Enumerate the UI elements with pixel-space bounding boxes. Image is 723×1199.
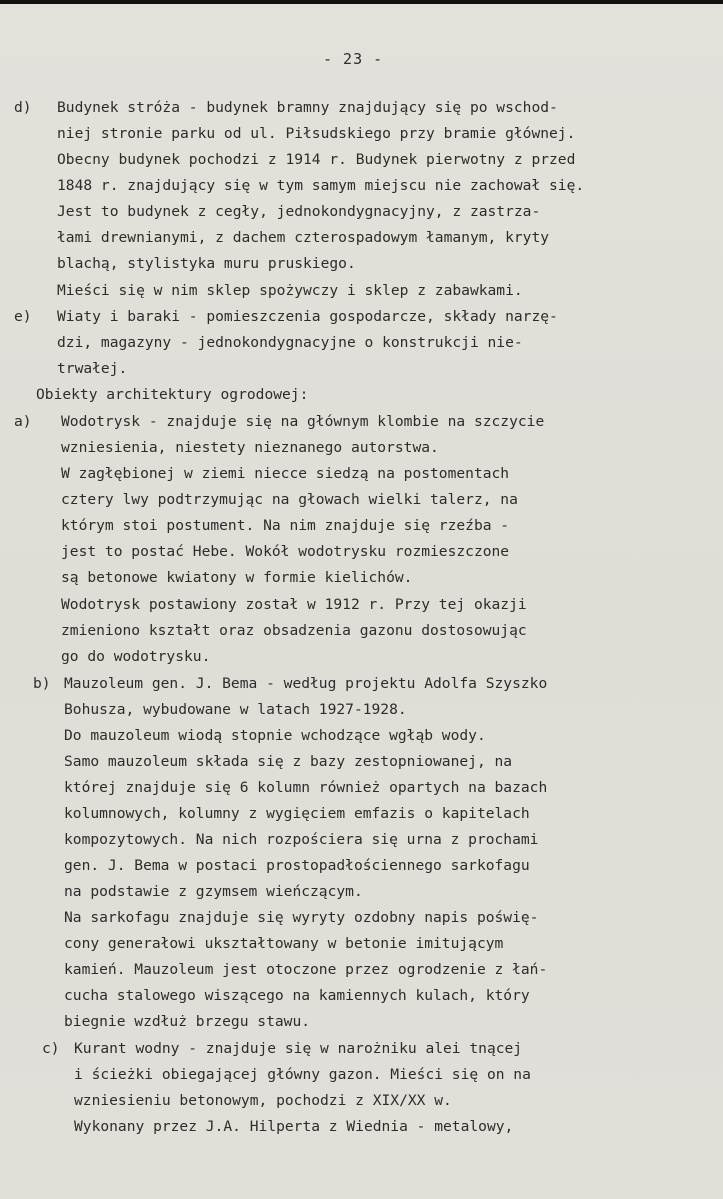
text-line: Wodotrysk - znajduje się na głównym klombie na szczycie: [61, 413, 545, 430]
text-line: go do wodotrysku.: [61, 648, 211, 665]
text-line: Mauzoleum gen. J. Bema - według projektu Adolfa Szyszko: [64, 675, 548, 692]
text-line: kompozytowych. Na nich rozpościera się urna z prochami: [64, 831, 539, 848]
list-marker-c: c): [42, 1040, 60, 1057]
text-line: i ścieżki obiegającej główny gazon. Mieści się on na: [74, 1066, 531, 1083]
text-line: Do mauzoleum wiodą stopnie wchodzące wgłąb wody.: [64, 727, 486, 744]
text-line: Wodotrysk postawiony został w 1912 r. Przy tej okazji: [61, 596, 527, 613]
text-line: Jest to budynek z cegły, jednokondygnacyjny, z zastrza-: [57, 203, 541, 220]
text-line: Wykonany przez J.A. Hilperta z Wiednia - metalowy,: [74, 1118, 514, 1135]
text-line: cztery lwy podtrzymując na głowach wielki talerz, na: [61, 491, 518, 508]
text-line: dzi, magazyny - jednokondygnacyjne o konstrukcji nie-: [57, 334, 523, 351]
text-line: Wiaty i baraki - pomieszczenia gospodarcze, składy narzę-: [57, 308, 558, 325]
text-line: cony generałowi ukształtowany w betonie imitującym: [64, 935, 504, 952]
list-marker-a: a): [14, 413, 32, 430]
list-marker-d: d): [14, 99, 32, 116]
text-line: Bohusza, wybudowane w latach 1927-1928.: [64, 701, 407, 718]
text-line: łami drewnianymi, z dachem czterospadowym łamanym, kryty: [57, 229, 550, 246]
list-marker-b: b): [33, 675, 51, 692]
text-line: wzniesienia, niestety nieznanego autorstwa.: [61, 439, 439, 456]
typewritten-page: [0, 4, 723, 1199]
list-marker-e: e): [14, 308, 32, 325]
text-line: Obecny budynek pochodzi z 1914 r. Budynek pierwotny z przed: [57, 151, 576, 168]
text-line: na podstawie z gzymsem wieńczącym.: [64, 883, 363, 900]
text-line: gen. J. Bema w postaci prostopadłościennego sarkofagu: [64, 857, 530, 874]
text-line: kolumnowych, kolumny z wygięciem emfazis o kapitelach: [64, 805, 530, 822]
text-line: 1848 r. znajdujący się w tym samym miejscu nie zachował się.: [57, 177, 585, 194]
text-line: cucha stalowego wiszącego na kamiennych kulach, który: [64, 987, 530, 1004]
text-line: są betonowe kwiatony w formie kielichów.: [61, 569, 413, 586]
text-line: Na sarkofagu znajduje się wyryty ozdobny napis poświę-: [64, 909, 539, 926]
text-line: biegnie wzdłuż brzegu stawu.: [64, 1013, 311, 1030]
text-line: którym stoi postument. Na nim znajduje się rzeźba -: [61, 517, 510, 534]
text-line: Mieści się w nim sklep spożywczy i sklep z zabawkami.: [57, 282, 523, 299]
section-heading: Obiekty architektury ogrodowej:: [36, 386, 309, 403]
text-line: kamień. Mauzoleum jest otoczone przez ogrodzenie z łań-: [64, 961, 548, 978]
text-line: W zagłębionej w ziemi niecce siedzą na postomentach: [61, 465, 510, 482]
page-number: - 23 -: [323, 50, 384, 68]
text-line: zmieniono kształt oraz obsadzenia gazonu dostosowując: [61, 622, 527, 639]
text-line: niej stronie parku od ul. Piłsudskiego przy bramie głównej.: [57, 125, 576, 142]
text-line: Kurant wodny - znajduje się w narożniku alei tnącej: [74, 1040, 523, 1057]
text-line: której znajduje się 6 kolumn również opartych na bazach: [64, 779, 548, 796]
text-line: Samo mauzoleum składa się z bazy zestopniowanej, na: [64, 753, 513, 770]
text-line: jest to postać Hebe. Wokół wodotrysku rozmieszczone: [61, 543, 510, 560]
text-line: wzniesieniu betonowym, pochodzi z XIX/XX w.: [74, 1092, 452, 1109]
text-line: trwałej.: [57, 360, 128, 377]
text-line: Budynek stróża - budynek bramny znajdujący się po wschod-: [57, 99, 558, 116]
text-line: blachą, stylistyka muru pruskiego.: [57, 255, 356, 272]
